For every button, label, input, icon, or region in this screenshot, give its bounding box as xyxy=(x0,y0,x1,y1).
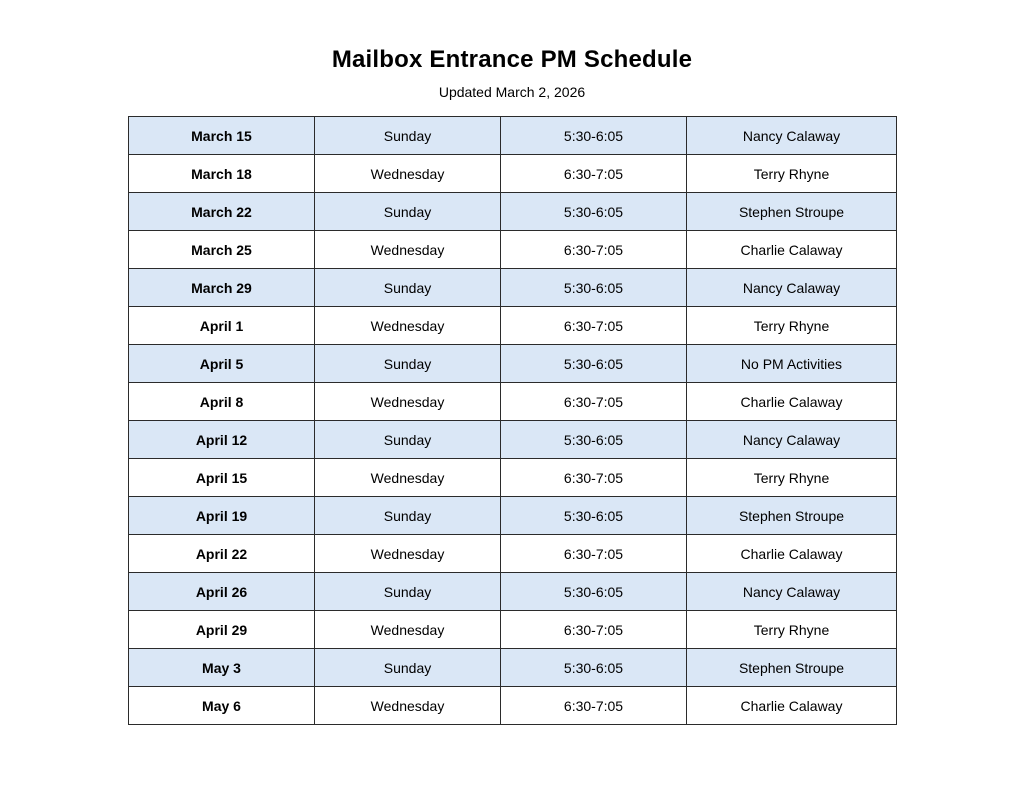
table-row xyxy=(129,649,897,687)
day-cell: Sunday xyxy=(315,649,501,687)
table-row xyxy=(129,269,897,307)
time-cell: 5:30-6:05 xyxy=(501,345,687,383)
table-row xyxy=(129,307,897,345)
person-cell: Stephen Stroupe xyxy=(687,649,897,687)
person-cell: Nancy Calaway xyxy=(687,573,897,611)
person-cell: Nancy Calaway xyxy=(687,269,897,307)
person-cell: Stephen Stroupe xyxy=(687,497,897,535)
page-subtitle: Updated March 2, 2026 xyxy=(438,84,586,100)
date-cell: April 29 xyxy=(129,611,315,649)
time-cell: 6:30-7:05 xyxy=(501,383,687,421)
time-cell: 5:30-6:05 xyxy=(501,497,687,535)
time-cell: 6:30-7:05 xyxy=(501,307,687,345)
table-row xyxy=(129,687,897,725)
person-cell: Charlie Calaway xyxy=(687,383,897,421)
date-cell: March 15 xyxy=(129,117,315,155)
date-cell: March 18 xyxy=(129,155,315,193)
day-cell: Wednesday xyxy=(315,459,501,497)
schedule-table-body xyxy=(129,117,897,725)
day-cell: Wednesday xyxy=(315,383,501,421)
date-cell: May 3 xyxy=(129,649,315,687)
day-cell: Sunday xyxy=(315,269,501,307)
table-row xyxy=(129,459,897,497)
person-cell: Nancy Calaway xyxy=(687,117,897,155)
time-cell: 6:30-7:05 xyxy=(501,155,687,193)
table-row xyxy=(129,573,897,611)
date-cell: April 15 xyxy=(129,459,315,497)
date-cell: March 22 xyxy=(129,193,315,231)
time-cell: 6:30-7:05 xyxy=(501,231,687,269)
time-cell: 6:30-7:05 xyxy=(501,687,687,725)
page-title: Mailbox Entrance PM Schedule xyxy=(331,46,693,73)
table-row xyxy=(129,231,897,269)
person-cell: Terry Rhyne xyxy=(687,307,897,345)
person-cell: Charlie Calaway xyxy=(687,687,897,725)
person-cell: Terry Rhyne xyxy=(687,611,897,649)
time-cell: 5:30-6:05 xyxy=(501,193,687,231)
time-cell: 5:30-6:05 xyxy=(501,649,687,687)
date-cell: April 5 xyxy=(129,345,315,383)
person-cell: Terry Rhyne xyxy=(687,459,897,497)
table-row xyxy=(129,497,897,535)
time-cell: 5:30-6:05 xyxy=(501,573,687,611)
day-cell: Sunday xyxy=(315,193,501,231)
date-cell: April 26 xyxy=(129,573,315,611)
day-cell: Sunday xyxy=(315,573,501,611)
day-cell: Sunday xyxy=(315,117,501,155)
day-cell: Wednesday xyxy=(315,687,501,725)
day-cell: Wednesday xyxy=(315,307,501,345)
time-cell: 6:30-7:05 xyxy=(501,535,687,573)
person-cell: Nancy Calaway xyxy=(687,421,897,459)
table-row xyxy=(129,535,897,573)
time-cell: 5:30-6:05 xyxy=(501,421,687,459)
day-cell: Sunday xyxy=(315,421,501,459)
time-cell: 5:30-6:05 xyxy=(501,117,687,155)
date-cell: March 29 xyxy=(129,269,315,307)
person-cell: Charlie Calaway xyxy=(687,231,897,269)
person-cell: Charlie Calaway xyxy=(687,535,897,573)
time-cell: 5:30-6:05 xyxy=(501,269,687,307)
date-cell: April 19 xyxy=(129,497,315,535)
day-cell: Wednesday xyxy=(315,535,501,573)
table-row xyxy=(129,193,897,231)
day-cell: Wednesday xyxy=(315,231,501,269)
schedule-table xyxy=(128,116,897,725)
date-cell: April 1 xyxy=(129,307,315,345)
table-row xyxy=(129,155,897,193)
date-cell: May 6 xyxy=(129,687,315,725)
day-cell: Sunday xyxy=(315,497,501,535)
date-cell: March 25 xyxy=(129,231,315,269)
day-cell: Sunday xyxy=(315,345,501,383)
table-row xyxy=(129,383,897,421)
person-cell: Terry Rhyne xyxy=(687,155,897,193)
time-cell: 6:30-7:05 xyxy=(501,459,687,497)
table-row xyxy=(129,611,897,649)
time-cell: 6:30-7:05 xyxy=(501,611,687,649)
date-cell: April 8 xyxy=(129,383,315,421)
person-cell: Stephen Stroupe xyxy=(687,193,897,231)
day-cell: Wednesday xyxy=(315,155,501,193)
date-cell: April 12 xyxy=(129,421,315,459)
table-row xyxy=(129,345,897,383)
person-cell: No PM Activities xyxy=(687,345,897,383)
day-cell: Wednesday xyxy=(315,611,501,649)
table-row xyxy=(129,117,897,155)
date-cell: April 22 xyxy=(129,535,315,573)
table-row xyxy=(129,421,897,459)
